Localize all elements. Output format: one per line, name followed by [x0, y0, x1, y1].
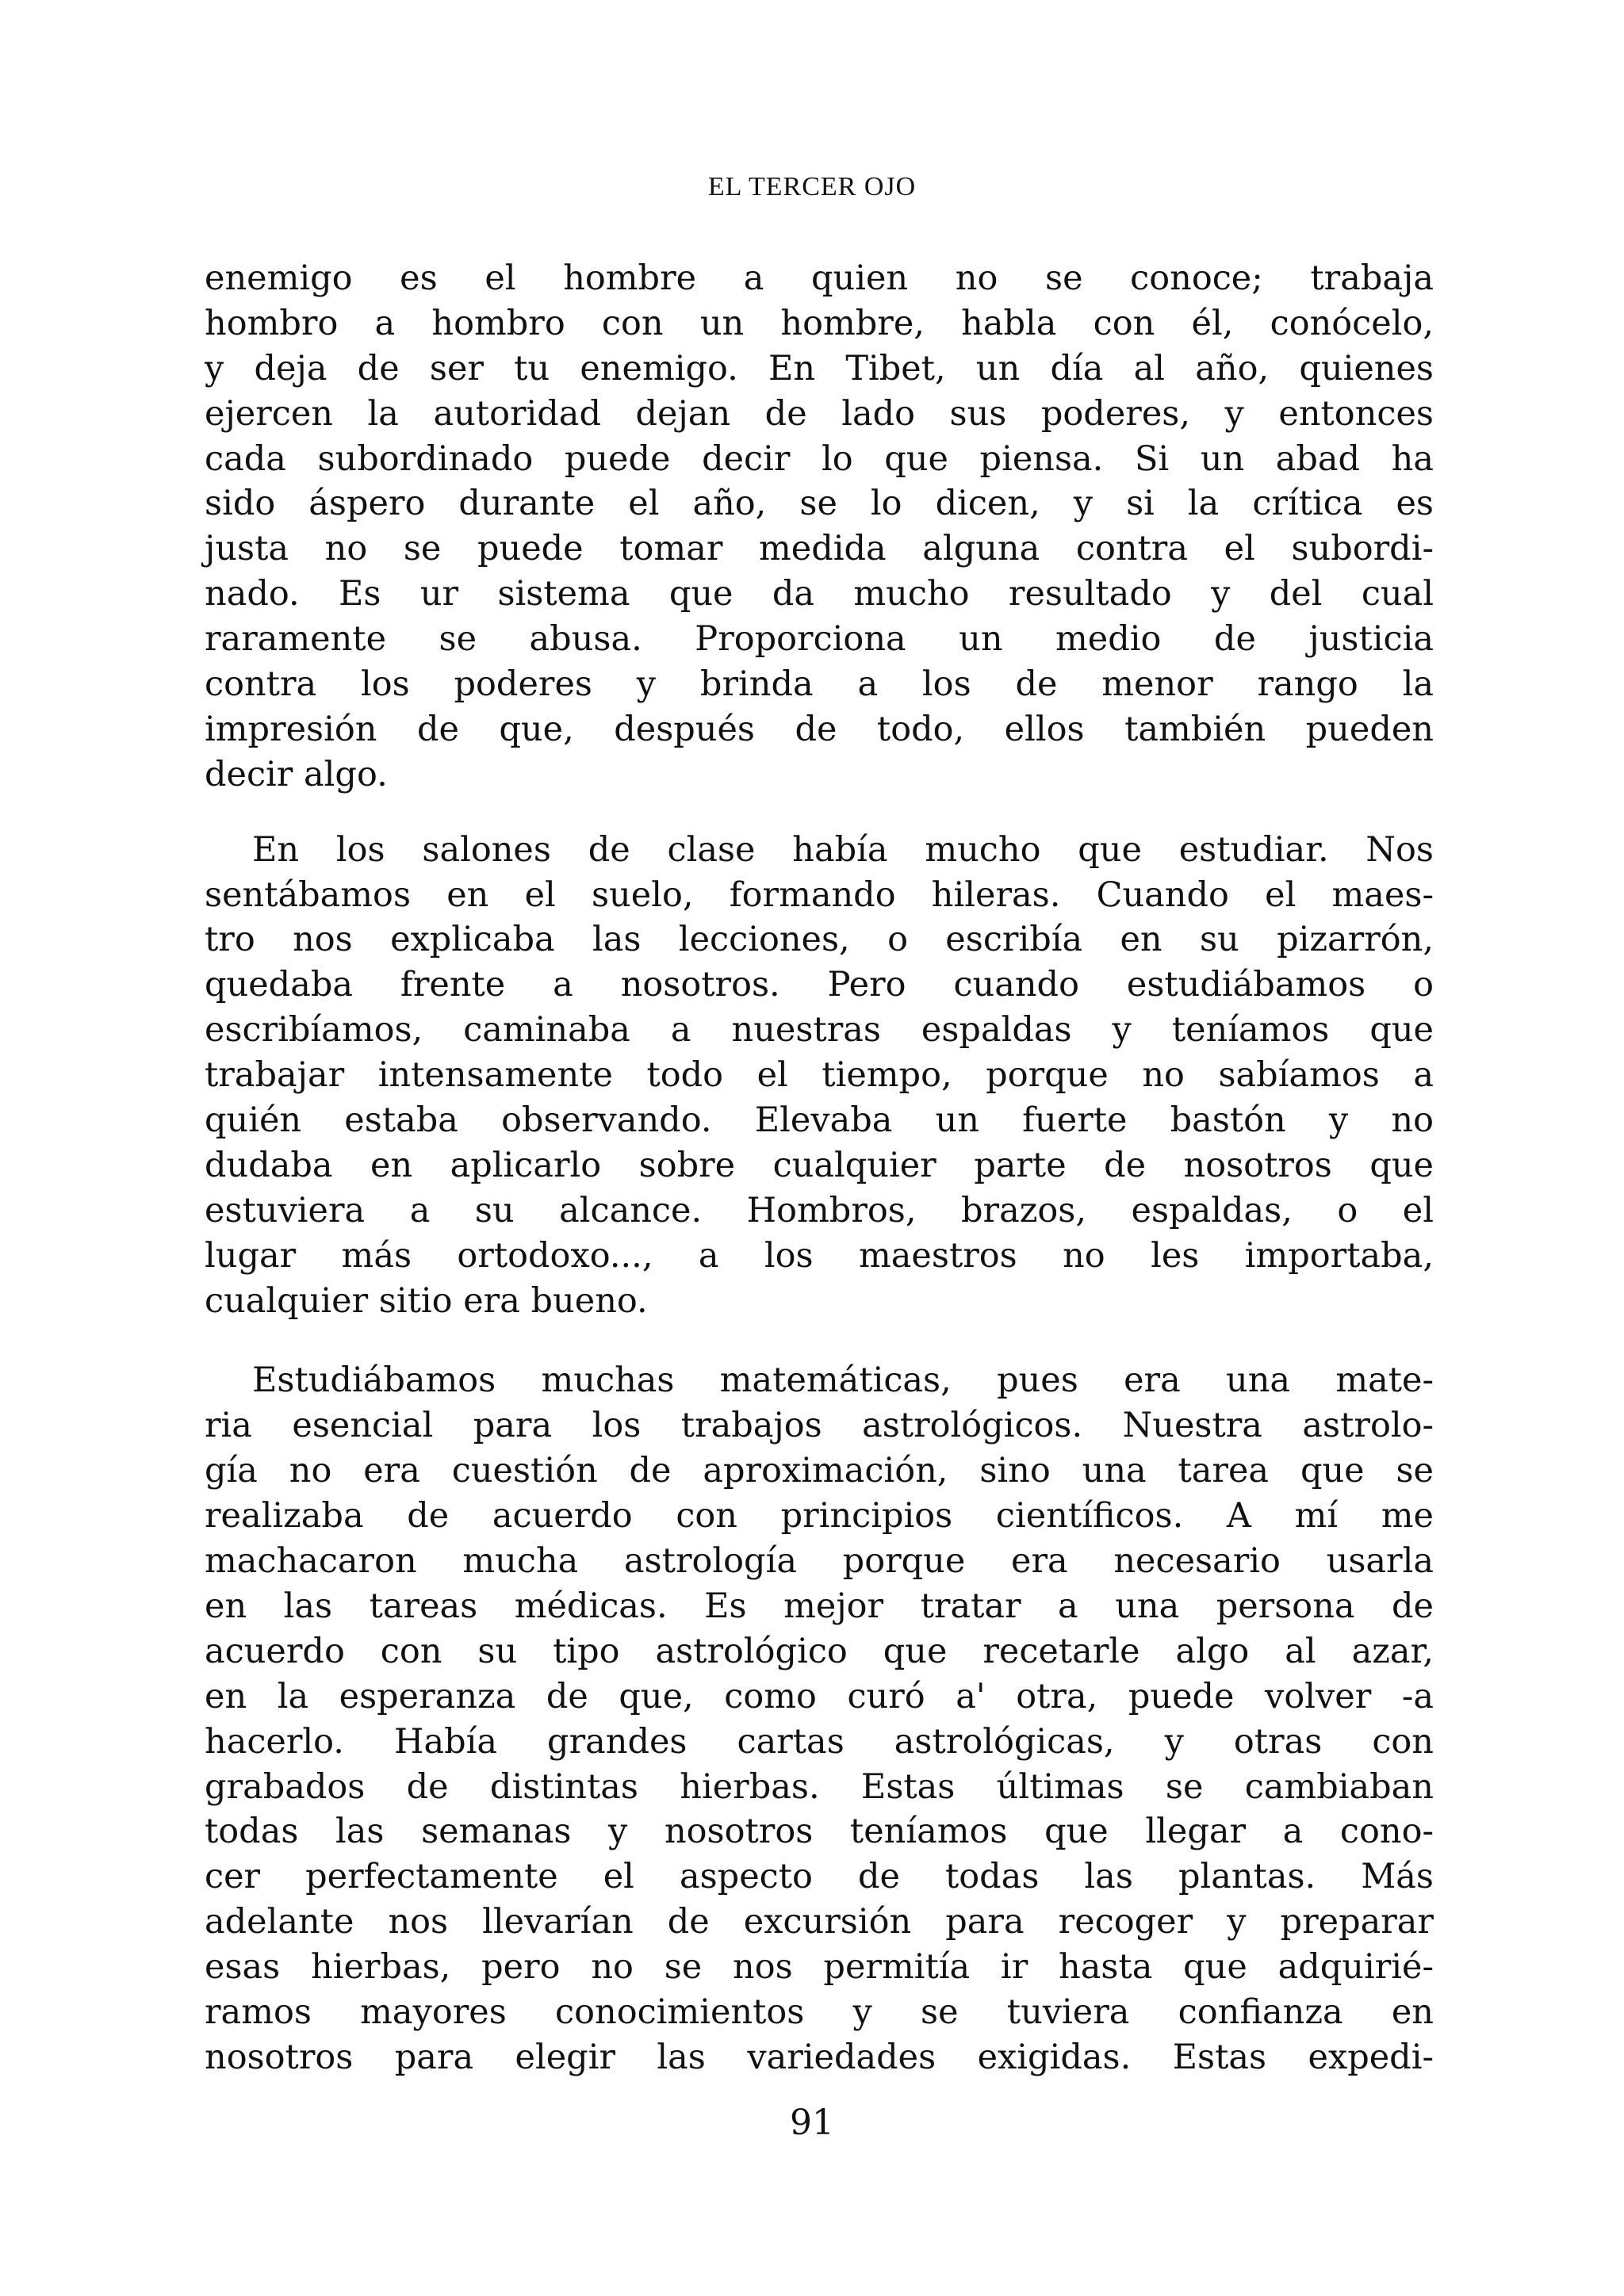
text-line: sentábamos en el suelo, formando hileras. Cuando el maes- [205, 874, 1434, 915]
text-line: sido áspero durante el año, se lo dicen, y si la crítica es [205, 484, 1434, 524]
text-line: impresión de que, después de todo, ellos también pueden [205, 709, 1434, 749]
text-line: hacerlo. Había grandes cartas astrológicas, y otras con [205, 1721, 1434, 1762]
text-line: machacaron mucha astrología porque era necesario usarla [205, 1541, 1434, 1582]
paragraph-spacer [205, 1323, 1434, 1358]
text-line: realizaba de acuerdo con principios científicos. A mí me [205, 1496, 1434, 1536]
text-line: cer perfectamente el aspecto de todas las plantas. Más [205, 1857, 1434, 1897]
text-line: cualquier sitio era bueno. [205, 1280, 648, 1321]
text-line: ria esencial para los trabajos astrológicos. Nuestra astrolo- [205, 1406, 1434, 1446]
text-line: y deja de ser tu enemigo. En Tibet, un día al año, quienes [205, 348, 1434, 388]
text-line: hombro a hombro con un hombre, habla con él, conócelo, [205, 303, 1434, 343]
text-line: cada subordinado puede decir lo que piensa. Si un abad ha [205, 438, 1434, 479]
text-line: todas las semanas y nosotros teníamos que llegar a cono- [205, 1812, 1434, 1852]
text-line: ejercen la autoridad dejan de lado sus poderes, y entonces [205, 393, 1434, 434]
text-line: en las tareas médicas. Es mejor tratar a una persona de [205, 1586, 1434, 1626]
text-line: estuviera a su alcance. Hombros, brazos, espaldas, o el [205, 1190, 1434, 1230]
text-line: esas hierbas, pero no se nos permitía ir hasta que adquirié- [205, 1947, 1434, 1988]
text-line: ramos mayores conocimientos y se tuviera confianza en [205, 1992, 1434, 2032]
text-line: adelante nos llevarían de excursión para recoger y preparar [205, 1902, 1434, 1942]
text-line: quién estaba observando. Elevaba un fuerte bastón y no [205, 1100, 1434, 1141]
text-line: justa no se puede tomar medida alguna contra el subordi- [205, 529, 1434, 569]
text-line: quedaba frente a nosotros. Pero cuando estudiábamos o [205, 965, 1434, 1005]
running-header: EL TERCER OJO [707, 172, 917, 201]
paragraph-2 [205, 828, 1434, 1324]
text-line: nosotros para elegir las variedades exigidas. Estas expedi- [205, 2037, 1434, 2077]
text-line: escribíamos, caminaba a nuestras espaldas y teníamos que [205, 1010, 1434, 1050]
text-line: tro nos explicaba las lecciones, o escribía en su pizarrón, [205, 920, 1434, 960]
paragraph-spacer [205, 798, 1434, 828]
text-line: Estudiábamos muchas matemáticas, pues era una mate- [252, 1360, 1434, 1401]
paragraph-1 [205, 256, 1434, 798]
text-line: contra los poderes y brinda a los de menor rango la [205, 664, 1434, 705]
text-line: grabados de distintas hierbas. Estas últimas se cambiaban [205, 1766, 1434, 1807]
text-line: en la esperanza de que, como curó a' otra, puede volver -a [205, 1676, 1434, 1716]
text-line: raramente se abusa. Proporciona un medio de justicia [205, 619, 1434, 660]
paragraph-3 [205, 1358, 1434, 2080]
text-line: enemigo es el hombre a quien no se conoce; trabaja [205, 258, 1434, 298]
page-number: 91 [790, 2103, 834, 2143]
text-line: dudaba en aplicarlo sobre cualquier parte de nosotros que [205, 1145, 1434, 1185]
body-text [205, 256, 1434, 2080]
text-line: nado. Es ur sistema que da mucho resultado y del cual [205, 574, 1434, 614]
text-line: trabajar intensamente todo el tiempo, porque no sabíamos a [205, 1055, 1434, 1096]
text-line: decir algo. [205, 754, 388, 794]
text-line: gía no era cuestión de aproximación, sino una tarea que se [205, 1451, 1434, 1491]
text-line: acuerdo con su tipo astrológico que recetarle algo al azar, [205, 1631, 1434, 1671]
text-line: lugar más ortodoxo..., a los maestros no les importaba, [205, 1235, 1434, 1276]
text-line: En los salones de clase había mucho que estudiar. Nos [252, 829, 1434, 870]
